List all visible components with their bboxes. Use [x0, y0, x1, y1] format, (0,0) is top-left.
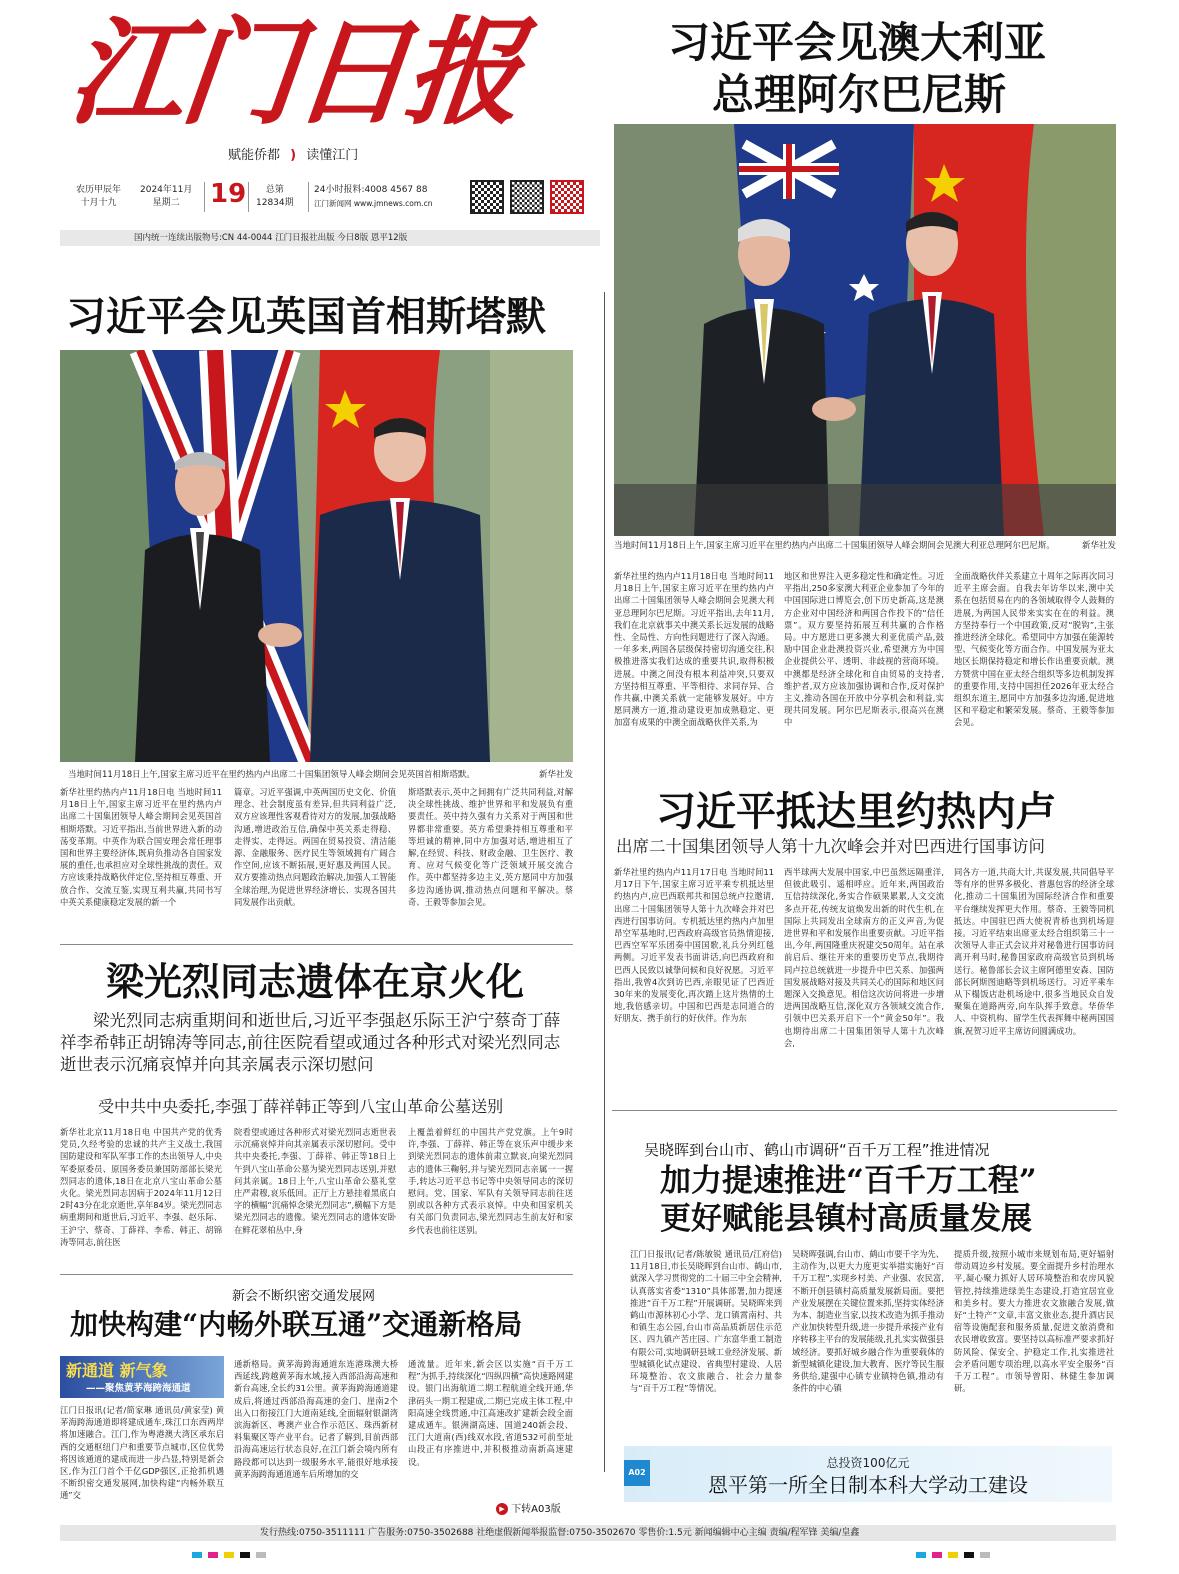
banner-title: 新通道 新气象 [66, 1361, 168, 1380]
subdeck-liang: 受中共中央委托,李强丁薛祥韩正等到八宝山革命公墓送别 [98, 1097, 504, 1116]
column-divider [604, 292, 605, 1472]
caption-uk: 当地时间11月18日上午,国家主席习近平在里约热内卢出席二十国集团领导人峰会期间会见英国首相斯塔默。 新华社发 [68, 770, 573, 780]
masthead-slogan [228, 144, 358, 163]
liang-col1: 新华社北京11月18日电 中国共产党的优秀党员,久经考验的忠诚的共产主义战士,我国国防建设和军队军事工作的杰出领导人,中央军委原委员、原国务委员兼国防部部长梁光烈同志的遗体,18日在北京八宝山革命公墓火化。梁光烈同志因病于2024年11月12日2时43分在北京逝世,享年84岁。梁光烈同志病重期间和逝世后,习近平、李强、赵乐际、王沪宁、蔡奇、丁薛祥、李希、韩正、胡锦涛等同志,前往医 [60, 1127, 222, 1247]
slogan-mark-icon: ) [290, 148, 297, 163]
article-rio [612, 786, 1117, 1106]
color-mark-icon [224, 1552, 234, 1558]
color-mark-icon [240, 1552, 250, 1558]
lunar-year: 农历甲辰年 [76, 185, 122, 195]
footer-text: 发行热线:0750-3511111 广告服务:0750-3502688 社绝虚假新闻举报监督:0750-3502670 零售价:1.5元 新闻编辑中心主编 责编/程军锋 美编/皇鑫 [260, 1528, 860, 1538]
rio-col2: 西半球两大发展中国家,中巴虽然远隔重洋,但彼此吸引、遥相呼应。近年来,两国政治互信持续深化,务实合作硕果累累,人文交流多点开花,传统友谊焕发出新的时代生机,在国际上共同发出全球南方的正义声音,为促进世界和平和发展作出重要贡献。习近平指出,今年,两国隆重庆祝建交50周年。站在承前启后、继往开来的重要历史节点,我期待同卢拉总统就进一步提升中巴关系、加强两国发展战略对接及共同关心的国际和地区问题深入交换意见。相信这次访问将进一步增进两国战略互信,深化双方各领域交流合作,引领中巴关系开启下一个“黄金50年”。我也期待出席二十国集团领导人第十九次峰会, [784, 867, 944, 1048]
slogan-right: 读懂江门 [306, 148, 359, 163]
liang-col2: 院看望或通过各种形式对梁光烈同志逝世表示沉痛哀悼并向其亲属表示深切慰问。受中共中央委托,李强、丁薛祥、韩正等18日上午到八宝山革命公墓为梁光烈同志送别,并慰问其亲属。18日上午,八宝山革命公墓礼堂庄严肃穆,哀乐低回。正厅上方悬挂着黑底白字的横幅“沉痛悼念梁光烈同志”,横幅下方是梁光烈同志的遗像。梁光烈同志的遗体安卧在鲜花翠柏丛中,身 [234, 1127, 396, 1235]
headline-liang: 梁光烈同志遗体在京火化 [106, 959, 525, 1004]
uk-col3: 斯塔默表示,英中之间拥有广泛共同利益,对解决全球性挑战、维护世界和平和发展负有重要责任。英中持久强有力关系对于两国和世界都非常重要。英方希望秉持相互尊重和平等坦诚的精神,同中方加强对话,增进相互了解,在经贸、科技、财政金融、卫生医疗、教育、应对气候变化等广泛领域开展交流合作。英中都坚持多边主义,英方愿同中方加强多边沟通协调,推动热点问题和平解决。蔡奇、王毅等参加会见。 [408, 787, 573, 907]
uk-col2: 篇章。习近平强调,中英两国历史文化、价值理念、社会制度虽有差异,但共同利益广泛,双方应该理性客观看待对方的发展,加强战略沟通,增进政治互信,确保中英关系走得稳、走得实、走得远。两国在贸易投资、清洁能源、金融服务、医疗民生等领域拥有广阔合作空间,应该不断拓展,更好惠及两国人民。双方要推动热点问题政治解决,加强人工智能全球治理,为促进世界经济增长、实现各国共同发展作出贡献。 [234, 787, 396, 907]
section-divider [60, 1274, 573, 1275]
photo-uk [60, 350, 573, 762]
rio-col3: 同各方一道,共商大计,共谋发展,共同倡导平等有序的世界多极化、普惠包容的经济全球化,推动二十国集团为国际经济合作和重要平台继续发挥更大作用。蔡奇、王毅等同机抵达。中国驻巴西大使祝青桥也到机场迎接。习近平结束出席亚太经合组织第三十一次领导人非正式会议并对秘鲁进行国事访问离开利马时,秘鲁国家政府高级官员到机场送行。秘鲁部长会议主席阿德里安森、国防部长阿斯图迪略等到机场送行。习近平乘车从下榻饭店赴机场途中,很多当地民众自发聚集在道路两旁,向车队挥手致意。华侨华人、中资机构、留学生代表挥舞中秘两国国旗,祝贺习近平主席访问圆满成功。 [954, 867, 1114, 1036]
issue-label: 总第 [265, 185, 284, 195]
qr-code-icon [510, 180, 544, 214]
banner-sub: ——聚焦黄茅海跨海通道 [86, 1383, 191, 1394]
registration-marks [192, 1552, 292, 1560]
liang-col3: 上覆盖着鲜红的中国共产党党旗。上午9时许,李强、丁薛祥、韩正等在哀乐声中缓步来到梁光烈同志的遗体前肃立默哀,向梁光烈同志的遗体三鞠躬,并与梁光烈同志亲属一一握手,转达习近平总书记等中央领导同志的深切慰问。党、国家、军队有关领导同志前往送别或以各种方式表示哀悼。中央和国家机关有关部门负责同志,梁光烈同志生前友好和家乡代表也前往送别。 [408, 1127, 573, 1235]
masthead-title: 江门日报 [62, 5, 526, 141]
color-mark-icon [948, 1552, 958, 1558]
australia-col1: 新华社里约热内卢11月18日电 当地时间11月18日上午,国家主席习近平在里约热内卢出席二十国集团领导人峰会期间会见澳大利亚总理阿尔巴尼斯。习近平指出,去年11月,我们在北京就事关中澳关系长远发展的战略性、全局性、方向性问题进行了深入沟通。一年多来,两国各层级保持密切沟通交往,积极推进落实我们达成的重要共识,取得积极进展。中澳之间没有根本利益冲突,只要双方坚持相互尊重、平等相待、求同存异、合作共赢,中澳关系就一定能够发展好。中方愿同澳方一道,推动建设更加成熟稳定、更加富有成果的中澳全面战略伙伴关系,为 [614, 571, 774, 728]
jump-label: 下转A03版 [511, 1504, 561, 1515]
kicker-countryside: 吴晓晖到台山市、鹤山市调研“百千万工程”推进情况 [644, 1141, 990, 1159]
jump-link[interactable] [496, 1502, 561, 1518]
deck-liang: 梁光烈同志病重期间和逝世后,习近平李强赵乐际王沪宁蔡奇丁薛祥李希韩正胡锦涛等同志,前往医院看望或通过各种形式对梁光烈同志逝世表示沉痛哀悼并向其亲属表示深切慰问 [60, 1011, 561, 1074]
kicker-traffic: 新会不断织密交通发展网 [232, 1289, 376, 1304]
traffic-col2: 通新格局。黄茅海跨海通道东连港珠澳大桥西延线,跨越黄茅海水域,接入西部沿海高速和新台高速,全长约31公里。黄茅海跨海通道建成后,将通过西部沿海高速的金门、崖南2个出入口衔接江门大道南延线,全面辐射银湖湾滨海新区、粤澳产业合作示范区、珠西新材料集聚区等产业平台。记者了解到,目前西部沿海高速运行状态良好,在江门新会境内所有路段都可以达到一级服务水平,能很好地承接黄茅海跨海通道通车后所增加的交 [234, 1359, 398, 1479]
color-mark-icon [916, 1552, 926, 1558]
teaser-page-badge: A02 [624, 1460, 650, 1486]
color-mark-icon [256, 1552, 266, 1558]
headline-uk: 习近平会见英国首相斯塔默 [66, 293, 546, 340]
lunar-day: 十月十九 [80, 198, 117, 208]
uk-col1: 新华社里约热内卢11月18日电 当地时间11月18日上午,国家主席习近平在里约热内卢出席二十国集团领导人峰会期间会见英国首相斯塔默。习近平指出,当前世界进入新的动荡变革期。中英作为联合国安理会常任理事国和世界主要经济体,既肩负推动各自国家发展的重任,也承担应对全球性挑战的责任。双方应该秉持战略伙伴定位,坚持相互尊重、开放合作、交流互鉴,实现互利共赢,共同书写中英关系健康稳定发展的新一个 [60, 787, 222, 907]
date-day: 19 [210, 179, 247, 209]
photo-australia-scene [614, 124, 1116, 536]
article-liang [60, 956, 575, 1266]
color-mark-icon [192, 1552, 202, 1558]
issue-number: 12834期 [256, 198, 294, 208]
color-mark-icon [964, 1552, 974, 1558]
article-traffic [60, 1288, 575, 1524]
subhead-rio: 出席二十国集团领导人第十九次峰会并对巴西进行国事访问 [616, 837, 1045, 856]
section-divider [612, 1110, 1117, 1111]
headline-countryside-2: 更好赋能县镇村高质量发展 [660, 1201, 1032, 1237]
caption-australia: 当地时间11月18日上午,国家主席习近平在里约热内卢出席二十国集团领导人峰会期间会见澳大利亚总理阿尔巴尼斯。 新华社发 [614, 541, 1116, 551]
credit-uk: 新华社发 [538, 770, 573, 780]
color-mark-icon [208, 1552, 218, 1558]
headline-australia-2: 总理阿尔巴尼斯 [712, 70, 1007, 119]
section-divider [60, 944, 573, 945]
publication-line: 国内统一连续出版物号:CN 44-0044 江门日报社出版 今日8版 恩平12版 [60, 230, 600, 246]
teaser-box[interactable] [624, 1446, 1112, 1502]
australia-col2: 地区和世界注入更多稳定性和确定性。习近平指出,250多家澳大利亚企业参加了今年的中国国际进口博览会,创下历史新高,这是澳方企业对中国经济和两国合作投下的“信任票”。双方要坚持拓展互利共赢的合作格局。中方愿进口更多澳大利亚优质产品,鼓励中国企业赴澳投资兴业,希望澳方为中国企业提供公平、透明、非歧视的营商环境。中澳都是经济全球化和自由贸易的支持者,维护者,双方应该加强协调和合作,反对保护主义,推动各国在开放中分享机会和利益,实现共同发展。阿尔巴尼斯表示,很高兴在澳中 [784, 571, 944, 728]
article-uk [60, 284, 575, 934]
countryside-col3: 提质升级,按照小城市来规划布局,更好辐射带动周边乡村发展。要全面提升乡村治理水平,凝心聚力抓好人居环境整治和农房风貌管控,持续推进绿美生态建设,打造宜居宜业和美乡村。要大力推进农文旅融合发展,做好“土特产”文章,丰富文旅业态,提升酒店民宿等设施配套和服务质量,促进文旅消费和农民增收致富。要坚持以高标准严要求抓好防风险、保安全、护稳定工作,扎实推进社会矛盾问题专项治理,以高水平安全服务“百千万工程”。市领导曾阳、林健生参加调研。 [954, 1249, 1114, 1394]
qr-code-icon [470, 180, 504, 214]
traffic-col1: 江门日报讯(记者/简家琳 通讯员/黄家莹) 黄茅海跨海通道即将建成通车,珠江口东西两岸将加速融合。江门,作为粤港澳大湾区承东启西的交通枢纽门户和重要节点城市,区位优势将因该通道的建成而进一步凸显,特别是新会区,作为江门首个千亿GDP强区,正抢抓机遇不断织密交通发展网,加快构建“内畅外联互通”交 [60, 1405, 224, 1501]
traffic-col3: 通流量。近年来,新会区以实施“百千万工程”为抓手,持续深化“四纵四横”高快速路网建设。银门出海航道二期工程航道全线开通,华津码头一期工程建成,二期已完成主体工程,中阳高速全线贯通,中江高速改扩建新会段全面建成通车。银洲湖高速、国道240新会段、江门大道南(西)线双水段,省道532可前至址山段正有序推进中,并积极推动南新高速建设。 [408, 1359, 573, 1467]
banner-traffic [60, 1356, 224, 1398]
date-weekday: 星期二 [152, 198, 180, 208]
headline-traffic: 加快构建“内畅外联互通”交通新格局 [70, 1308, 523, 1341]
article-australia [612, 10, 1117, 760]
website: 江门新闻网 www.jmnews.com.cn [314, 199, 433, 208]
hotline: 24小时报料:4008 4567 88 [314, 185, 428, 195]
teaser-kicker: 总投资100亿元 [826, 1456, 910, 1470]
photo-uk-scene [60, 350, 573, 762]
date-strip [60, 180, 600, 222]
teaser-headline: 恩平第一所全日制本科大学动工建设 [708, 1473, 1028, 1497]
headline-australia-1: 习近平会见澳大利亚 [668, 18, 1047, 67]
countryside-col1: 江门日报讯(记者/陈敏锐 通讯员/江府信) 11月18日,市长吴晓晖到台山市、鹤山市,就深入学习贯彻党的二十届三中全会精神,认真落实省委“1310”具体部署,加力提速推进“百千万工程”开展调研。吴晓晖来到鹤山市源林初心小学、龙口镇霄南村、共和镇生态公园,台山市高品质新居住示范区、四九镇产苦庄园、广东富华重工制造有限公司,实地调研县域工业经济发展、新型城镇化试点建设、省典型村建设、人居环境整治、农文旅融合、社会力量参与“百千万工程”等情况。 [630, 1249, 782, 1394]
masthead [60, 5, 600, 248]
registration-marks [916, 1552, 1016, 1560]
australia-col3: 全面战略伙伴关系建立十周年之际再次同习近平主席会面。自我去年访华以来,澳中关系在包括贸易在内的各领域取得令人鼓舞的进展,为两国人民带来实实在在的利益。澳方坚持奉行一个中国政策,反对“脱钩”,主张推进经济全球化。希望同中方加强在能源转型、气候变化等方面合作。中国发展为亚太地区长期保持稳定和增长作出重要贡献。澳方赞赏中国在亚太经合组织等多边机制发挥的重要作用,支持中国担任2026年亚太经合组织东道主,愿同中方加强多边沟通,促进地区和平稳定和繁荣发展。蔡奇、王毅等参加会见。 [954, 571, 1114, 728]
headline-countryside-1: 加力提速推进“百千万工程” [660, 1163, 1037, 1199]
play-icon: ▶ [496, 1503, 508, 1515]
countryside-col2: 吴晓晖强调,台山市、鹤山市要千字为先、主动作为,以更大力度更实举措实施好“百千万工程”,实现乡村美、产业强、农民富,不断开创县镇村高质量发展新局面。要把产业发展摆在关键位置来抓,坚持实体经济为本、制造业当家,以技术改造为抓手推动产业加快转型升级,进一步提升承接产业有序转移主平台的发展能级,扎扎实实做强县域经济。要抓好城乡融合作为重要载体的新型城镇化建设,加大教育、医疗等民生服务供给,建强中心镇专业镇特色镇,推动有条件的中心镇 [792, 1249, 944, 1394]
credit-australia: 新华社发 [1081, 541, 1116, 551]
rio-col1: 新华社里约热内卢11月17日电 当地时间11月17日下午,国家主席习近平乘专机抵达里约热内卢,应巴西联邦共和国总统卢拉邀请,出席二十国集团领导人第十九次峰会并对巴西进行国事访问。专机抵达里约热内卢加里昂空军基地时,巴西政府高级官员热情迎接,巴西空军军乐团奏中国国歌,礼兵分列红毯两侧。习近平发表书面讲话,向巴西政府和巴西人民致以诚挚问候和良好祝愿。习近平指出,我曾4次到访巴西,亲眼见证了巴西近30年来的发展变化,再次踏上这片热情的土地,我倍感亲切。中国和巴西是志同道合的好朋友、携手前行的好伙伴。作为东 [614, 867, 774, 1024]
color-mark-icon [980, 1552, 990, 1558]
color-mark-icon [932, 1552, 942, 1558]
slogan-left: 赋能侨都 [228, 148, 281, 163]
date-month: 2024年11月 [140, 185, 193, 195]
headline-rio: 习近平抵达里约热内卢 [656, 788, 1056, 835]
footer-bar [60, 1525, 1116, 1541]
article-countryside [612, 1140, 1117, 1440]
photo-australia [614, 124, 1116, 536]
qr-code-icon [550, 180, 584, 214]
